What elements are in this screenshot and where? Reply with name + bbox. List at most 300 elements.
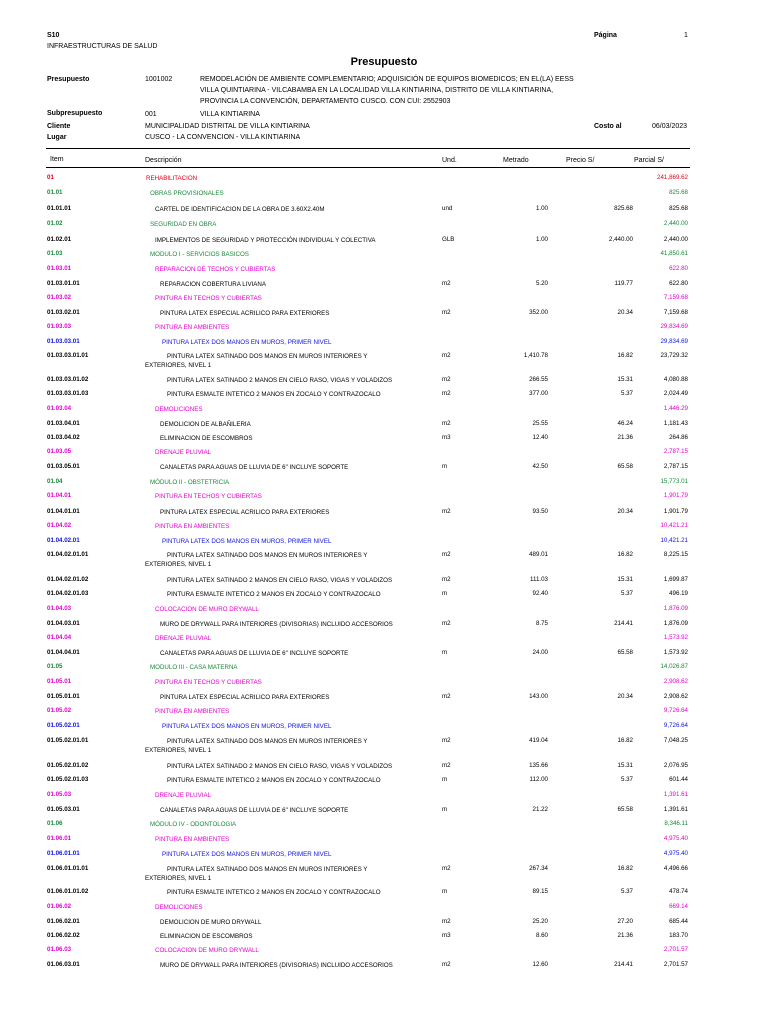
row-code: 01 bbox=[47, 174, 54, 181]
row-metrado: 419.04 bbox=[529, 737, 548, 744]
row-parcial: 622.80 bbox=[669, 265, 688, 272]
table-row bbox=[0, 294, 768, 307]
row-parcial: 1,699.87 bbox=[663, 576, 688, 583]
row-description: PINTURA EN AMBIENTES bbox=[155, 836, 230, 843]
row-description: PINTURA EN AMBIENTES bbox=[155, 523, 230, 530]
row-parcial: 496.19 bbox=[669, 590, 688, 597]
row-code: 01.03.04.01 bbox=[47, 420, 80, 427]
table-row bbox=[0, 280, 768, 293]
table-row bbox=[0, 707, 768, 720]
col-item: Item bbox=[50, 156, 64, 163]
row-metrado: 12.40 bbox=[532, 434, 548, 441]
row-unit: und bbox=[442, 205, 453, 212]
row-code: 01.03.03.01.01 bbox=[47, 352, 89, 359]
table-row bbox=[0, 376, 768, 389]
table-row bbox=[0, 663, 768, 676]
col-descripcion: Descripción bbox=[145, 157, 182, 164]
row-unit: m2 bbox=[442, 918, 451, 925]
row-code: 01.04 bbox=[47, 478, 63, 485]
table-row bbox=[0, 478, 768, 491]
row-code: 01.05.02.01.01 bbox=[47, 737, 89, 744]
row-precio: 214.41 bbox=[614, 961, 633, 968]
presupuesto-code: 1001002 bbox=[145, 76, 173, 83]
row-unit: m2 bbox=[442, 737, 451, 744]
row-code: 01.04.03.01 bbox=[47, 620, 80, 627]
row-precio: 65.58 bbox=[617, 806, 633, 813]
row-precio: 15.31 bbox=[617, 576, 633, 583]
row-code: 01.06.02.02 bbox=[47, 932, 80, 939]
costo-label: Costo al bbox=[594, 123, 622, 130]
row-metrado: 25.55 bbox=[532, 420, 548, 427]
row-parcial: 14,026.87 bbox=[660, 663, 688, 670]
row-description: PINTURA LATEX DOS MANOS EN MUROS, PRIMER NIVEL bbox=[162, 339, 332, 346]
row-parcial: 2,076.95 bbox=[663, 762, 688, 769]
row-code: 01.04.02.01.02 bbox=[47, 576, 89, 583]
row-parcial: 29,834.69 bbox=[660, 338, 688, 345]
row-code: 01.03.05.01 bbox=[47, 463, 80, 470]
row-precio: 825.68 bbox=[614, 205, 633, 212]
row-code: 01.04.04 bbox=[47, 634, 72, 641]
row-description: PINTURA EN TECHOS Y CUBIERTAS bbox=[155, 295, 262, 302]
row-code: 01.05.02.01 bbox=[47, 722, 80, 729]
row-metrado: 112.00 bbox=[529, 776, 548, 783]
row-description: CANALETAS PARA AGUAS DE LLUVIA DE 6" INCLUYE SOPORTE bbox=[160, 464, 349, 471]
row-metrado: 1.00 bbox=[535, 205, 548, 212]
row-metrado: 12.60 bbox=[532, 961, 548, 968]
pagina-number: 1 bbox=[684, 32, 688, 39]
table-row bbox=[0, 961, 768, 974]
row-description: DRENAJE PLUVIAL bbox=[155, 449, 212, 456]
row-precio: 20.34 bbox=[617, 309, 633, 316]
row-precio: 5.37 bbox=[620, 390, 633, 397]
table-row bbox=[0, 265, 768, 278]
row-code: 01.03.03 bbox=[47, 323, 72, 330]
row-parcial: 622.80 bbox=[669, 280, 688, 287]
row-metrado: 143.00 bbox=[529, 693, 548, 700]
row-parcial: 29,834.69 bbox=[660, 323, 688, 330]
table-row bbox=[0, 250, 768, 263]
row-description: CANALETAS PARA AGUAS DE LLUVIA DE 6" INCLUYE SOPORTE bbox=[160, 807, 349, 814]
table-row bbox=[0, 551, 768, 568]
row-description: PINTURA LATEX SATINADO DOS MANOS EN MUROS INTERIORES Y bbox=[167, 353, 368, 360]
row-code: 01.04.03 bbox=[47, 605, 72, 612]
row-description: DRENAJE PLUVIAL bbox=[155, 635, 212, 642]
row-parcial: 669.14 bbox=[669, 903, 688, 910]
row-code: 01.03.05 bbox=[47, 448, 72, 455]
row-parcial: 41,850.61 bbox=[660, 250, 688, 257]
row-code: 01.04.02.01.03 bbox=[47, 590, 89, 597]
table-row bbox=[0, 390, 768, 403]
table-row bbox=[0, 835, 768, 848]
row-description-cont: EXTERIORES, NIVEL 1 bbox=[145, 875, 212, 882]
row-description: SEGURIDAD EN OBRA bbox=[150, 221, 217, 228]
row-code: 01.03.03.01.03 bbox=[47, 390, 89, 397]
row-unit: m2 bbox=[442, 620, 451, 627]
row-unit: m bbox=[442, 888, 448, 895]
row-parcial: 2,908.62 bbox=[663, 693, 688, 700]
row-code: 01.03.03.01.02 bbox=[47, 376, 89, 383]
table-row bbox=[0, 220, 768, 233]
row-parcial: 2,787.15 bbox=[663, 463, 688, 470]
table-row bbox=[0, 776, 768, 789]
table-row bbox=[0, 946, 768, 959]
row-description: COLOCACION DE MURO DRYWALL bbox=[155, 947, 259, 954]
row-metrado: 377.00 bbox=[529, 390, 548, 397]
row-parcial: 1,876.09 bbox=[663, 605, 688, 612]
row-metrado: 24.00 bbox=[532, 649, 548, 656]
row-code: 01.06.01.01.02 bbox=[47, 888, 89, 895]
row-description: PINTURA LATEX ESPECIAL ACRILICO PARA EXTERIORES bbox=[160, 310, 330, 317]
pagina-label: Página bbox=[594, 32, 617, 39]
table-row bbox=[0, 205, 768, 218]
row-description: DEMOLICION DE ALBAÑILERIA bbox=[160, 421, 251, 428]
row-parcial: 23,729.32 bbox=[660, 352, 688, 359]
row-precio: 16.82 bbox=[617, 737, 633, 744]
col-und: Und. bbox=[442, 157, 457, 164]
table-row bbox=[0, 806, 768, 819]
row-precio: 16.82 bbox=[617, 352, 633, 359]
table-row bbox=[0, 463, 768, 476]
row-unit: m2 bbox=[442, 762, 451, 769]
row-unit: m2 bbox=[442, 420, 451, 427]
row-description: PINTURA LATEX SATINADO DOS MANOS EN MUROS INTERIORES Y bbox=[167, 738, 368, 745]
row-unit: m bbox=[442, 776, 448, 783]
row-parcial: 1,573.92 bbox=[663, 649, 688, 656]
row-description-cont: EXTERIORES, NIVEL 1 bbox=[145, 747, 212, 754]
subpresupuesto-desc: VILLA KINTIARINA bbox=[200, 111, 260, 118]
row-description: PINTURA ESMALTE INTETICO 2 MANOS EN ZOCALO Y CONTRAZOCALO bbox=[167, 391, 381, 398]
col-metrado: Metrado bbox=[503, 157, 529, 164]
presupuesto-desc-line1: REMODELACIÓN DE AMBIENTE COMPLEMENTARIO; ADQUISICIÓN DE EQUIPOS BIOMEDICOS; EN EL(LA) EESS bbox=[200, 76, 574, 83]
row-parcial: 10,421.21 bbox=[660, 537, 688, 544]
table-row bbox=[0, 888, 768, 901]
row-description: CANALETAS PARA AGUAS DE LLUVIA DE 6" INCLUYE SOPORTE bbox=[160, 650, 349, 657]
table-row bbox=[0, 762, 768, 775]
row-parcial: 825.68 bbox=[669, 189, 688, 196]
row-unit: m2 bbox=[442, 508, 451, 515]
table-row bbox=[0, 338, 768, 351]
subpresupuesto-label: Subpresupuesto bbox=[47, 110, 103, 117]
row-parcial: 264.86 bbox=[669, 434, 688, 441]
row-parcial: 4,080.88 bbox=[663, 376, 688, 383]
table-row bbox=[0, 405, 768, 418]
row-code: 01.05.02.01.03 bbox=[47, 776, 89, 783]
row-precio: 65.58 bbox=[617, 463, 633, 470]
row-code: 01.05.01 bbox=[47, 678, 72, 685]
row-metrado: 8.75 bbox=[535, 620, 548, 627]
row-description: REPARACION DE TECHOS Y CUBIERTAS bbox=[155, 266, 276, 273]
row-description: PINTURA LATEX ESPECIAL ACRILICO PARA EXTERIORES bbox=[160, 694, 330, 701]
table-row bbox=[0, 918, 768, 931]
row-description: IMPLEMENTOS DE SEGURIDAD Y PROTECCIÓN INDIVIDUAL Y COLECTIVA bbox=[155, 237, 376, 244]
row-unit: m2 bbox=[442, 376, 451, 383]
row-description: PINTURA EN TECHOS Y CUBIERTAS bbox=[155, 493, 262, 500]
row-parcial: 7,159.68 bbox=[663, 294, 688, 301]
row-precio: 16.82 bbox=[617, 551, 633, 558]
table-row bbox=[0, 309, 768, 322]
row-description-cont: EXTERIORES, NIVEL 1 bbox=[145, 561, 212, 568]
row-precio: 5.37 bbox=[620, 590, 633, 597]
row-parcial: 4,975.40 bbox=[663, 835, 688, 842]
row-description: PINTURA ESMALTE INTETICO 2 MANOS EN ZOCALO Y CONTRAZOCALO bbox=[167, 777, 381, 784]
row-code: 01.02.01 bbox=[47, 236, 72, 243]
row-code: 01.06.01.01 bbox=[47, 850, 80, 857]
row-description: PINTURA LATEX DOS MANOS EN MUROS, PRIMER NIVEL bbox=[162, 851, 332, 858]
row-metrado: 21.22 bbox=[532, 806, 548, 813]
row-unit: m bbox=[442, 590, 448, 597]
row-code: 01.06.03 bbox=[47, 946, 72, 953]
row-metrado: 135.66 bbox=[529, 762, 548, 769]
row-unit: m3 bbox=[442, 932, 451, 939]
table-row bbox=[0, 865, 768, 882]
row-code: 01.04.01 bbox=[47, 492, 72, 499]
row-precio: 65.58 bbox=[617, 649, 633, 656]
row-precio: 16.82 bbox=[617, 865, 633, 872]
row-description: MÓDULO II - OBSTETRICIA bbox=[150, 479, 230, 486]
row-metrado: 1,410.78 bbox=[523, 352, 548, 359]
row-description: PINTURA ESMALTE INTETICO 2 MANOS EN ZOCALO Y CONTRAZOCALO bbox=[167, 889, 381, 896]
table-row bbox=[0, 850, 768, 863]
row-description: PINTURA LATEX SATINADO 2 MANOS EN CIELO RASO, VIGAS Y VOLADIZOS bbox=[167, 577, 393, 584]
row-unit: m2 bbox=[442, 865, 451, 872]
row-precio: 15.31 bbox=[617, 762, 633, 769]
row-metrado: 111.03 bbox=[529, 576, 548, 583]
row-metrado: 5.20 bbox=[535, 280, 548, 287]
row-description: REPARACION COBERTURA LIVIANA bbox=[160, 281, 267, 288]
row-parcial: 2,908.62 bbox=[663, 678, 688, 685]
table-row bbox=[0, 649, 768, 662]
presupuesto-label: Presupuesto bbox=[47, 76, 90, 83]
table-row bbox=[0, 522, 768, 535]
row-parcial: 8,225.15 bbox=[663, 551, 688, 558]
row-unit: m2 bbox=[442, 693, 451, 700]
row-parcial: 7,048.25 bbox=[663, 737, 688, 744]
row-parcial: 1,181.43 bbox=[663, 420, 688, 427]
row-code: 01.06.02 bbox=[47, 903, 72, 910]
table-row bbox=[0, 678, 768, 691]
row-parcial: 9,726.64 bbox=[663, 722, 688, 729]
table-row bbox=[0, 508, 768, 521]
row-unit: m2 bbox=[442, 961, 451, 968]
row-parcial: 2,024.49 bbox=[663, 390, 688, 397]
col-precio: Precio S/ bbox=[566, 157, 595, 164]
row-code: 01.04.02 bbox=[47, 522, 72, 529]
row-description: DEMOLICION DE MURO DRYWALL bbox=[160, 919, 262, 926]
row-metrado: 89.15 bbox=[532, 888, 548, 895]
row-description: MODULO I - SERVICIOS BASICOS bbox=[150, 251, 249, 258]
row-metrado: 93.50 bbox=[532, 508, 548, 515]
cliente-label: Cliente bbox=[47, 123, 71, 130]
row-precio: 214.41 bbox=[614, 620, 633, 627]
page-title: Presupuesto bbox=[350, 56, 418, 68]
table-row bbox=[0, 189, 768, 202]
table-row bbox=[0, 537, 768, 550]
row-precio: 5.37 bbox=[620, 776, 633, 783]
row-unit: m3 bbox=[442, 434, 451, 441]
row-description: ELIMINACION DE ESCOMBROS bbox=[160, 435, 253, 442]
row-parcial: 10,421.21 bbox=[660, 522, 688, 529]
row-code: 01.03.04.02 bbox=[47, 434, 80, 441]
presupuesto-desc-line3: PROVINCIA LA CONVENCIÓN, DEPARTAMENTO CUSCO. CON CUI: 2552903 bbox=[200, 98, 451, 105]
row-parcial: 4,975.40 bbox=[663, 850, 688, 857]
row-code: 01.04.02.01 bbox=[47, 537, 80, 544]
table-row bbox=[0, 236, 768, 249]
row-parcial: 1,391.61 bbox=[663, 791, 688, 798]
row-parcial: 1,876.09 bbox=[663, 620, 688, 627]
row-code: 01.03.02 bbox=[47, 294, 72, 301]
table-row bbox=[0, 693, 768, 706]
row-precio: 46.24 bbox=[617, 420, 633, 427]
row-parcial: 4,496.66 bbox=[663, 865, 688, 872]
row-description: PINTURA EN TECHOS Y CUBIERTAS bbox=[155, 679, 262, 686]
row-unit: m2 bbox=[442, 390, 451, 397]
table-row bbox=[0, 605, 768, 618]
table-row bbox=[0, 323, 768, 336]
row-parcial: 601.44 bbox=[669, 776, 688, 783]
row-code: 01.06.03.01 bbox=[47, 961, 80, 968]
row-code: 01.02 bbox=[47, 220, 63, 227]
table-row bbox=[0, 620, 768, 633]
row-precio: 15.31 bbox=[617, 376, 633, 383]
row-description: MÓDULO IV - ODONTOLOGIA bbox=[150, 821, 237, 828]
table-row bbox=[0, 791, 768, 804]
row-parcial: 2,701.57 bbox=[663, 946, 688, 953]
row-description: MURO DE DRYWALL PARA INTERIORES (DIVISORIAS) INCLUIDO ACCESORIOS bbox=[160, 621, 393, 628]
row-description: PINTURA ESMALTE INTETICO 2 MANOS EN ZOCALO Y CONTRAZOCALO bbox=[167, 591, 381, 598]
table-row bbox=[0, 722, 768, 735]
row-description: ELIMINACION DE ESCOMBROS bbox=[160, 933, 253, 940]
row-parcial: 7,159.68 bbox=[663, 309, 688, 316]
row-code: 01.03.02.01 bbox=[47, 309, 80, 316]
row-precio: 20.34 bbox=[617, 693, 633, 700]
row-unit: m2 bbox=[442, 551, 451, 558]
row-parcial: 241,869.62 bbox=[657, 174, 688, 181]
row-metrado: 42.50 bbox=[532, 463, 548, 470]
row-parcial: 8,346.11 bbox=[664, 820, 688, 827]
header-top-rule bbox=[46, 148, 690, 149]
row-parcial: 825.68 bbox=[669, 205, 688, 212]
row-code: 01.04.04.01 bbox=[47, 649, 80, 656]
row-description: DEMOLICIONES bbox=[155, 406, 203, 413]
row-description: PINTURA LATEX SATINADO DOS MANOS EN MUROS INTERIORES Y bbox=[167, 866, 368, 873]
row-parcial: 2,787.15 bbox=[663, 448, 688, 455]
row-code: 01.06 bbox=[47, 820, 63, 827]
row-description: PINTURA LATEX SATINADO 2 MANOS EN CIELO RASO, VIGAS Y VOLADIZOS bbox=[167, 763, 393, 770]
row-metrado: 92.40 bbox=[532, 590, 548, 597]
row-metrado: 266.55 bbox=[529, 376, 548, 383]
row-description: PINTURA LATEX SATINADO DOS MANOS EN MUROS INTERIORES Y bbox=[167, 552, 368, 559]
row-unit: m bbox=[442, 806, 448, 813]
header-bottom-rule bbox=[46, 167, 690, 168]
row-parcial: 9,726.64 bbox=[663, 707, 688, 714]
row-description: PINTURA EN AMBIENTES bbox=[155, 708, 230, 715]
row-metrado: 25.20 bbox=[532, 918, 548, 925]
row-code: 01.05 bbox=[47, 663, 63, 670]
row-metrado: 1.00 bbox=[535, 236, 548, 243]
row-metrado: 352.00 bbox=[529, 309, 548, 316]
row-code: 01.05.03.01 bbox=[47, 806, 80, 813]
row-unit: m2 bbox=[442, 576, 451, 583]
row-parcial: 2,440.00 bbox=[663, 236, 688, 243]
row-description: PINTURA LATEX DOS MANOS EN MUROS, PRIMER NIVEL bbox=[162, 538, 332, 545]
lugar-label: Lugar bbox=[47, 134, 67, 141]
row-description: OBRAS PROVISIONALES bbox=[150, 190, 224, 197]
row-description: PINTURA LATEX ESPECIAL ACRILICO PARA EXTERIORES bbox=[160, 509, 330, 516]
row-code: 01.06.01.01.01 bbox=[47, 865, 89, 872]
table-row bbox=[0, 737, 768, 754]
row-parcial: 685.44 bbox=[669, 918, 688, 925]
row-description: DEMOLICIONES bbox=[155, 904, 203, 911]
row-description: MURO DE DRYWALL PARA INTERIORES (DIVISORIAS) INCLUIDO ACCESORIOS bbox=[160, 962, 393, 969]
row-unit: m bbox=[442, 463, 448, 470]
table-row bbox=[0, 932, 768, 945]
row-parcial: 2,440.00 bbox=[663, 220, 688, 227]
row-code: 01.05.02.01.02 bbox=[47, 762, 89, 769]
table-row bbox=[0, 420, 768, 433]
cliente-value: MUNICIPALIDAD DISTRITAL DE VILLA KINTIARINA bbox=[145, 123, 310, 130]
row-code: 01.03.04 bbox=[47, 405, 72, 412]
table-row bbox=[0, 903, 768, 916]
row-description: PINTURA EN AMBIENTES bbox=[155, 324, 230, 331]
table-row bbox=[0, 576, 768, 589]
row-code: 01.01.01 bbox=[47, 205, 72, 212]
row-description: COLOCACION DE MURO DRYWALL bbox=[155, 606, 259, 613]
row-parcial: 2,701.57 bbox=[663, 961, 688, 968]
table-row bbox=[0, 352, 768, 369]
row-code: 01.06.02.01 bbox=[47, 918, 80, 925]
row-parcial: 1,901.79 bbox=[663, 508, 688, 515]
company-name: INFRAESTRUCTURAS DE SALUD bbox=[47, 43, 158, 50]
costo-value: 06/03/2023 bbox=[652, 123, 688, 130]
row-code: 01.03.01.01 bbox=[47, 280, 80, 287]
row-unit: m2 bbox=[442, 309, 451, 316]
row-code: 01.05.02 bbox=[47, 707, 72, 714]
row-description: PINTURA LATEX DOS MANOS EN MUROS, PRIMER NIVEL bbox=[162, 723, 332, 730]
row-description-cont: EXTERIORES, NIVEL 1 bbox=[145, 362, 212, 369]
row-description: CARTEL DE IDENTIFICACION DE LA OBRA DE 3.60X2.40M bbox=[155, 206, 325, 213]
row-description: PINTURA LATEX SATINADO 2 MANOS EN CIELO RASO, VIGAS Y VOLADIZOS bbox=[167, 377, 393, 384]
row-description: DRENAJE PLUVIAL bbox=[155, 792, 212, 799]
row-unit: m2 bbox=[442, 280, 451, 287]
row-code: 01.03.01 bbox=[47, 265, 72, 272]
col-parcial: Parcial S/ bbox=[634, 157, 664, 164]
row-description: REHABILITACION bbox=[146, 175, 198, 182]
row-precio: 2,440.00 bbox=[608, 236, 633, 243]
row-precio: 27.20 bbox=[617, 918, 633, 925]
row-parcial: 1,446.29 bbox=[663, 405, 688, 412]
row-parcial: 183.70 bbox=[669, 932, 688, 939]
row-code: 01.04.02.01.01 bbox=[47, 551, 89, 558]
row-unit: GLB bbox=[442, 236, 455, 243]
s10-label: S10 bbox=[47, 32, 60, 39]
row-code: 01.06.01 bbox=[47, 835, 72, 842]
row-parcial: 1,391.61 bbox=[663, 806, 688, 813]
row-parcial: 1,573.92 bbox=[663, 634, 688, 641]
row-code: 01.03.03.01 bbox=[47, 338, 80, 345]
row-code: 01.05.03 bbox=[47, 791, 72, 798]
row-metrado: 267.34 bbox=[529, 865, 548, 872]
table-row bbox=[0, 634, 768, 647]
row-unit: m bbox=[442, 649, 448, 656]
table-row bbox=[0, 174, 768, 187]
lugar-value: CUSCO - LA CONVENCION - VILLA KINTIARINA bbox=[145, 134, 301, 141]
row-precio: 21.36 bbox=[617, 434, 633, 441]
row-metrado: 489.01 bbox=[529, 551, 548, 558]
row-code: 01.01 bbox=[47, 189, 63, 196]
row-metrado: 8.60 bbox=[535, 932, 548, 939]
row-parcial: 478.74 bbox=[669, 888, 688, 895]
row-code: 01.05.01.01 bbox=[47, 693, 80, 700]
